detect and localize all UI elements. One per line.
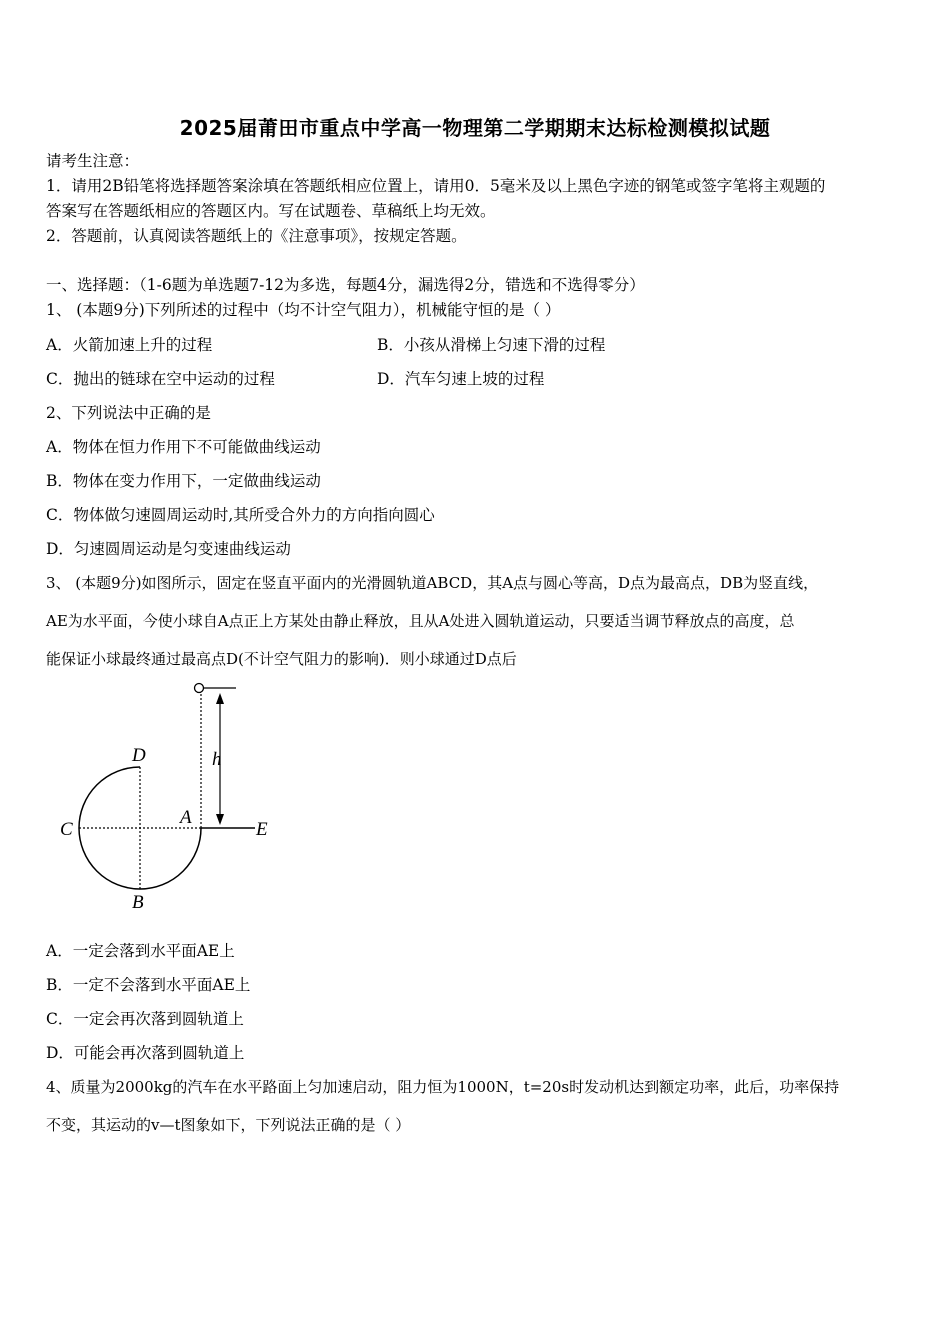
q3-option-b: B．一定不会落到水平面AE上 bbox=[46, 976, 251, 994]
label-b: B bbox=[132, 892, 144, 913]
ball bbox=[195, 684, 204, 693]
q3-option-d: D．可能会再次落到圆轨道上 bbox=[46, 1044, 245, 1062]
q3-option-a: A．一定会落到水平面AE上 bbox=[46, 942, 235, 960]
height-arrow-head-top bbox=[216, 693, 224, 704]
q1-option-c: C．抛出的链球在空中运动的过程 bbox=[46, 370, 275, 388]
label-h: h bbox=[212, 749, 222, 770]
q1-option-a: A．火箭加速上升的过程 bbox=[46, 336, 213, 354]
q3-stem-3: 能保证小球最终通过最高点D(不计空气阻力的影响)．则小球通过D点后 bbox=[46, 650, 517, 668]
circular-track-figure bbox=[50, 676, 290, 916]
q2-option-b: B．物体在变力作用下，一定做曲线运动 bbox=[46, 472, 321, 490]
notice-item-1b: 答案写在答题纸相应的答题区内。写在试题卷、草稿纸上均无效。 bbox=[46, 202, 496, 220]
label-d: D bbox=[132, 745, 146, 766]
height-arrow-head-bottom bbox=[216, 814, 224, 825]
q3-option-c: C．一定会再次落到圆轨道上 bbox=[46, 1010, 244, 1028]
q3-stem-1: 3、 (本题9分)如图所示，固定在竖直平面内的光滑圆轨道ABCD，其A点与圆心等高，D点为最高点，DB为竖直线， bbox=[46, 574, 819, 592]
q1-option-d: D．汽车匀速上坡的过程 bbox=[377, 370, 545, 388]
section-heading: 一、选择题：（1-6题为单选题7-12为多选，每题4分，漏选得2分，错选和不选得零分） bbox=[46, 276, 645, 294]
label-a: A bbox=[180, 807, 192, 828]
q4-stem-1: 4、质量为2000kg的汽车在水平路面上匀加速启动，阻力恒为1000N，t=20s时发动机达到额定功率，此后，功率保持 bbox=[46, 1078, 840, 1096]
notice-item-1a: 1．请用2B铅笔将选择题答案涂填在答题纸相应位置上，请用0．5毫米及以上黑色字迹的钢笔或签字笔将主观题的 bbox=[46, 177, 826, 195]
q1-stem: 1、 (本题9分)下列所述的过程中（均不计空气阻力），机械能守恒的是（ ） bbox=[46, 301, 561, 319]
q4-stem-2: 不变，其运动的v—t图象如下，下列说法正确的是（ ） bbox=[46, 1116, 411, 1134]
q2-stem: 2、下列说法中正确的是 bbox=[46, 404, 211, 422]
notice-item-2: 2．答题前，认真阅读答题纸上的《注意事项》，按规定答题。 bbox=[46, 227, 467, 245]
q2-option-d: D．匀速圆周运动是匀变速曲线运动 bbox=[46, 540, 291, 558]
label-e: E bbox=[256, 819, 268, 840]
notice-heading: 请考生注意： bbox=[46, 152, 140, 170]
label-c: C bbox=[60, 819, 73, 840]
q2-option-c: C．物体做匀速圆周运动时,其所受合外力的方向指向圆心 bbox=[46, 506, 435, 524]
page-title: 2025届莆田市重点中学高一物理第二学期期末达标检测模拟试题 bbox=[179, 116, 771, 140]
q3-stem-2: AE为水平面，今使小球自A点正上方某处由静止释放，且从A处进入圆轨道运动，只要适当调节释放点的高度，总 bbox=[46, 612, 795, 630]
q1-option-b: B．小孩从滑梯上匀速下滑的过程 bbox=[377, 336, 606, 354]
q2-option-a: A．物体在恒力作用下不可能做曲线运动 bbox=[46, 438, 321, 456]
